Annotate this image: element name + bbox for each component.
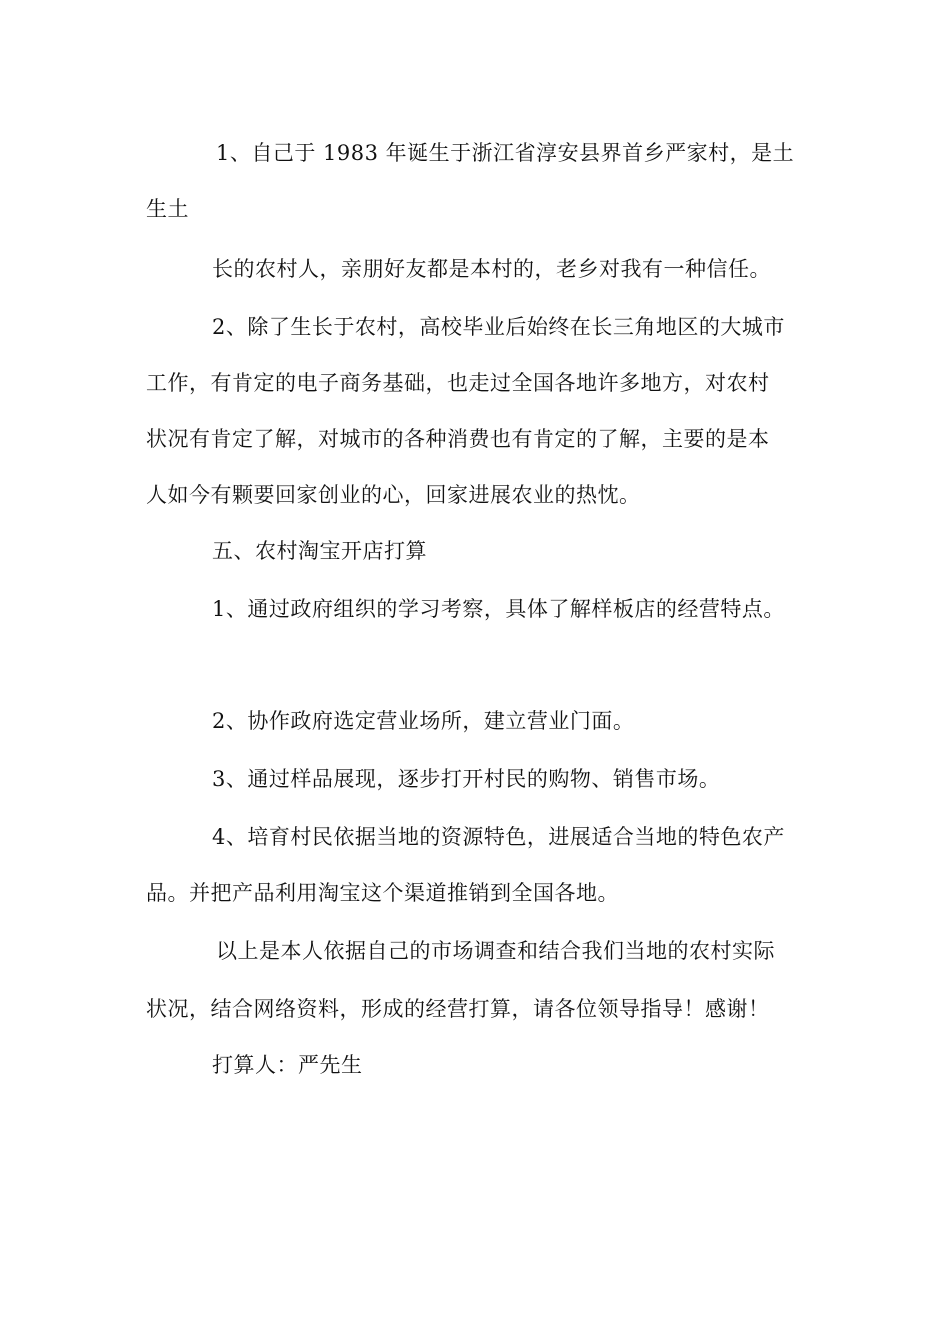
list-item-3: 3、通过样品展现，逐步打开村民的购物、销售市场。 <box>212 767 721 791</box>
paragraph-3-line-1: 2、除了生长于农村，高校毕业后始终在长三角地区的大城市 <box>212 315 785 339</box>
signature-line: 打算人：严先生 <box>212 1053 363 1077</box>
paragraph-3-line-4: 人如今有颗要回家创业的心，回家进展农业的热忱。 <box>146 483 641 507</box>
list-item-2: 2、协作政府选定营业场所，建立营业门面。 <box>212 709 635 733</box>
conclusion-line-2: 状况，结合网络资料，形成的经营打算，请各位领导指导！感谢！ <box>146 997 770 1021</box>
paragraph-1-line-1: 1、自己于 1983 年诞生于浙江省淳安县界首乡严家村，是土 <box>216 141 795 165</box>
paragraph-1-line-2: 生土 <box>146 197 189 221</box>
list-item-1: 1、通过政府组织的学习考察，具体了解样板店的经营特点。 <box>212 597 785 621</box>
list-item-4-line-2: 品。并把产品利用淘宝这个渠道推销到全国各地。 <box>146 881 619 905</box>
conclusion-line-1: 以上是本人依据自己的市场调查和结合我们当地的农村实际 <box>216 939 775 963</box>
list-item-4-line-1: 4、培育村民依据当地的资源特色，进展适合当地的特色农产 <box>212 825 785 849</box>
paragraph-3-line-3: 状况有肯定了解，对城市的各种消费也有肯定的了解，主要的是本 <box>146 427 770 451</box>
paragraph-3-line-2: 工作，有肯定的电子商务基础，也走过全国各地许多地方，对农村 <box>146 371 770 395</box>
section-heading: 五、农村淘宝开店打算 <box>212 539 427 563</box>
paragraph-2-line-1: 长的农村人，亲朋好友都是本村的，老乡对我有一种信任。 <box>212 257 771 281</box>
